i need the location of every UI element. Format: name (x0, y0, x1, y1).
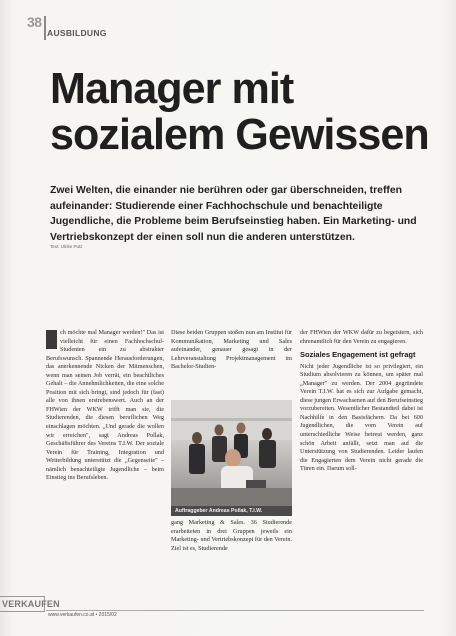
section-label: AUSBILDUNG (47, 28, 107, 38)
column-2-top: Diese beiden Gruppen stoßen nun am Institut für Kommunikation, Marketing und Sales aufeinander, genauer gesagt in der Lehrveranstaltung Projektmanagement im Bachelor-Studien- (171, 329, 292, 371)
headline-line-2: sozialem Gewissen (50, 110, 429, 159)
footer-rule (46, 610, 424, 611)
drop-cap-block (46, 330, 57, 349)
text-column-2 (171, 329, 292, 372)
photo-caption: Auftraggeber Andreas Pollak, T.I.W. (175, 508, 263, 514)
footer-logo: VERKAUFEN (2, 599, 60, 609)
headline-line-1: Manager mit (50, 64, 294, 113)
text-column-3 (300, 329, 423, 474)
footer-url: www.verkaufen.co.at • 2015/02 (48, 612, 117, 618)
photo-illustration (171, 400, 292, 506)
page-number-divider (44, 16, 46, 40)
text-column-2-bottom (171, 519, 292, 553)
author-credit: Text: Ulrike Putz (50, 244, 83, 249)
article-headline (50, 64, 429, 159)
column-2-bottom-body: gang Marketing & Sales. 36 Studierende erarbeiteten in drei Gruppen jeweils ein Marketing- und Vertriebskonzept für den Verein. Ziel ist es, Studierende (171, 519, 292, 552)
column-1-body: ch möchte mal Manager werden!" Das ist vielleicht für einen Fachhochschul-Studenten ein zu abstrakter Berufswunsch. Spannende Herausforderungen, das anerkennende Nicken der Mitmenschen, wenn man seinen Job verrät, ein beachtliches Gehalt – die Annehmlichkeiten, die eine solche Position mit sich bringt, sind jedoch für (fast) alle von ihnen erstrebenswert. Auch an der FHWien der WKW trifft man sie, die Studierenden, die diesen beruflichen Weg einschlagen möchten. „Und gerade die wollen wir erreichen", sagt Andreas Pollak, Geschäftsführer des Vereins T.I.W. Der soziale Verein für Training, Integration und Weiterbildung unterstützt die „Gegenseite" – nämlich benachteiligte Jugendliche – beim Einstieg ins Berufsleben. (46, 329, 164, 482)
page-number: 38 (27, 14, 42, 30)
column-3-subhead: Soziales Engagement ist gefragt (300, 350, 416, 360)
column-3-top: der FHWien der WKW dafür zu begeistern, sich ehrenamtlich für den Verein zu engagieren. (300, 329, 423, 345)
article-lede: Zwei Welten, die einander nie berühren oder gar überschneiden, treffen aufeinander: Studierende einer Fachhochschule und benachteiligte Jugendliche, die Probleme beim Berufseinstieg haben. Ein Marketing- und Vertriebskonzept der einen soll nun die anderen unterstützen. (50, 185, 417, 243)
article-photo (171, 400, 292, 506)
column-3-body: Nicht jeder Jugendliche ist so privilegiert, ein Studium absolvieren zu können, um später mal „Manager" zu werden. Der 2004 gegründete Verein T.I.W. hat es sich zur Aufgabe gemacht, diese jungen Erwachsenen auf den Berufseinstieg vorzubereiten. Wesentlicher Bestandteil dabei ist Nachhilfe in den Basisfächern. Da bei 600 Jugendlichen, die vom Verein auf unterschiedliche Weise betreut werden, ganz schön Arbeit anfällt, setzt man auf die Unterstützung von Studierenden. Leider laufen die Engagierten dem Verein nicht gerade die Türen ein. Darum soll- (300, 362, 423, 473)
text-column-1 (46, 329, 164, 483)
